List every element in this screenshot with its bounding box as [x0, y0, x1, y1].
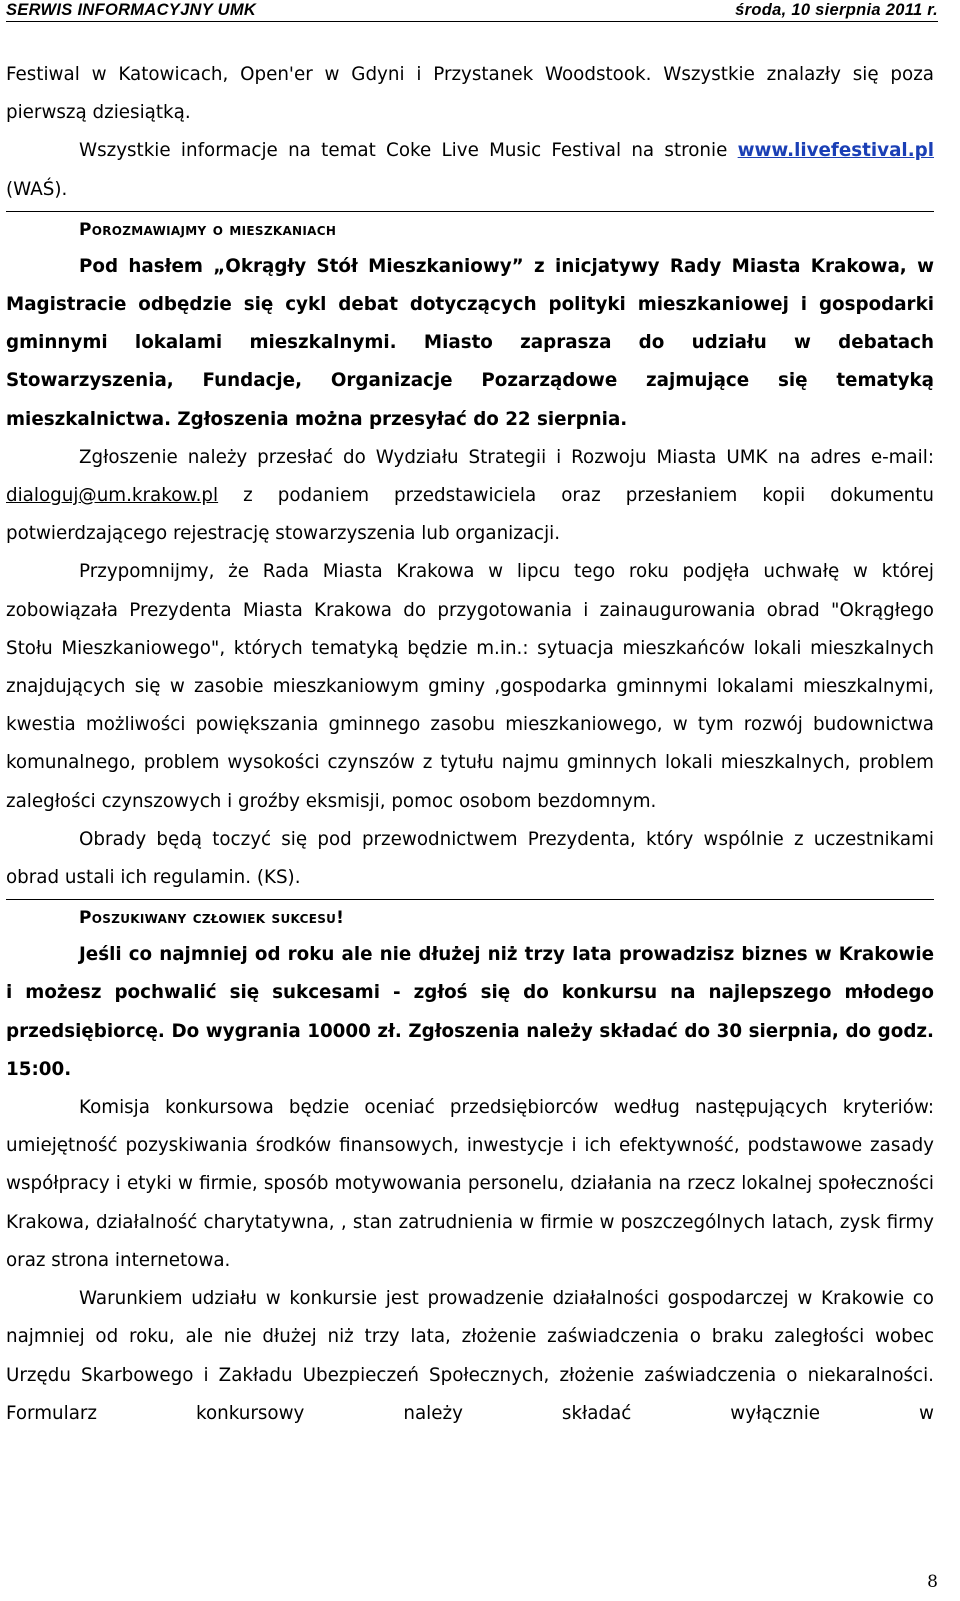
- paragraph-text: Zgłoszenie należy przesłać do Wydziału Strategii i Rozwoju Miasta UMK na adres e-mail:: [79, 446, 934, 468]
- paragraph-text: Wszystkie informacje na temat Coke Live Music Festival na stronie: [79, 140, 728, 162]
- paragraph: Obrady będą toczyć się pod przewodnictwem Prezydenta, który wspólnie z uczestnikami obrad ustali ich regulamin. (KS).: [6, 828, 934, 889]
- paragraph: [6, 439, 934, 554]
- paragraph: Warunkiem udziału w konkursie jest prowadzenie działalności gospodarczej w Krakowie co najmniej od roku, ale nie dłużej niż trzy lata, złożenie zaświadczenia o braku zaległości wobec Urzędu Skarbowego i Zakładu Ubezpieczeń Społecznych, złożenie zaświadczenia o niekaralności. Formularz konkursowy należy składać wyłącznie w: [6, 1288, 934, 1424]
- paragraph: [6, 132, 934, 208]
- paragraph: Komisja konkursowa będzie oceniać przedsiębiorców według następujących kryteriów: umiejętność pozyskiwania środków finansowych, inwestycje i ich efektywność, podstawowe zasady współpracy i etyki w firmie, sposób motywowania personelu, działania na rzecz lokalnej społeczności Krakowa, działalność charytatywna, , stan zatrudnienia w firmie w poszczególnych latach, zysk firmy oraz strona internetowa.: [6, 1097, 934, 1271]
- section-heading: Porozmawiajmy o mieszkaniach: [79, 219, 337, 240]
- paragraph: Przypomnijmy, że Rada Miasta Krakowa w lipcu tego roku podjęła uchwałę w której zobowiązała Prezydenta Miasta Krakowa do przygotowania i zainaugurowania obrad "Okrągłego Stołu Mieszkaniowego", których tematyką będzie m.in.: sytuacja mieszkańców lokali mieszkalnych znajdujących się w zasobie mieszkaniowym gminy ,gospodarka gminnymi lokalami mieszkalnymi, kwestia możliwości powiększania gminnego zasobu mieszkaniowego, w tym rozwój budownictwa komunalnego, problem wysokości czynszów z tytułu najmu gminnych lokali mieszkalnych, problem zaległości czynszowych i groźby eksmisji, pomoc osobom bezdomnym.: [6, 561, 934, 812]
- paragraph-text: z podaniem przedstawiciela oraz przesłaniem kopii dokumentu potwierdzającego rejestrację stowarzyszenia lub organizacji.: [6, 485, 934, 545]
- email-link[interactable]: dialoguj@um.krakow.pl: [6, 485, 219, 507]
- website-link[interactable]: www.livefestival.pl: [737, 140, 934, 162]
- document-body: [6, 56, 934, 1433]
- page-header: [6, 0, 938, 22]
- section-heading: Poszukiwany człowiek sukcesu!: [79, 908, 345, 929]
- paragraph: Festiwal w Katowicach, Open'er w Gdyni i Przystanek Woodstook. Wszystkie znalazły się poza pierwszą dziesiątką.: [6, 64, 934, 124]
- header-publication-title: SERWIS INFORMACYJNY UMK: [6, 1, 257, 19]
- page-number: 8: [927, 1572, 938, 1592]
- lead-paragraph: Jeśli co najmniej od roku ale nie dłużej niż trzy lata prowadzisz biznes w Krakowie i możesz pochwalić się sukcesami - zgłoś się do konkursu na najlepszego młodego przedsiębiorcę. Do wygrania 10000 zł. Zgłoszenia należy składać do 30 sierpnia, do godz. 15:00.: [6, 944, 934, 1080]
- paragraph-text: (WAŚ).: [6, 178, 68, 200]
- header-date: środa, 10 sierpnia 2011 r.: [735, 1, 938, 19]
- lead-paragraph: Pod hasłem „Okrągły Stół Mieszkaniowy” z inicjatywy Rady Miasta Krakowa, w Magistracie odbędzie się cykl debat dotyczących polityki mieszkaniowej i gospodarki gminnymi lokalami mieszkalnymi. Miasto zaprasza do udziału w debatach Stowarzyszenia, Fundacje, Organizacje Pozarządowe zajmujące się tematyką mieszkalnictwa. Zgłoszenia można przesyłać do 22 sierpnia.: [6, 255, 934, 430]
